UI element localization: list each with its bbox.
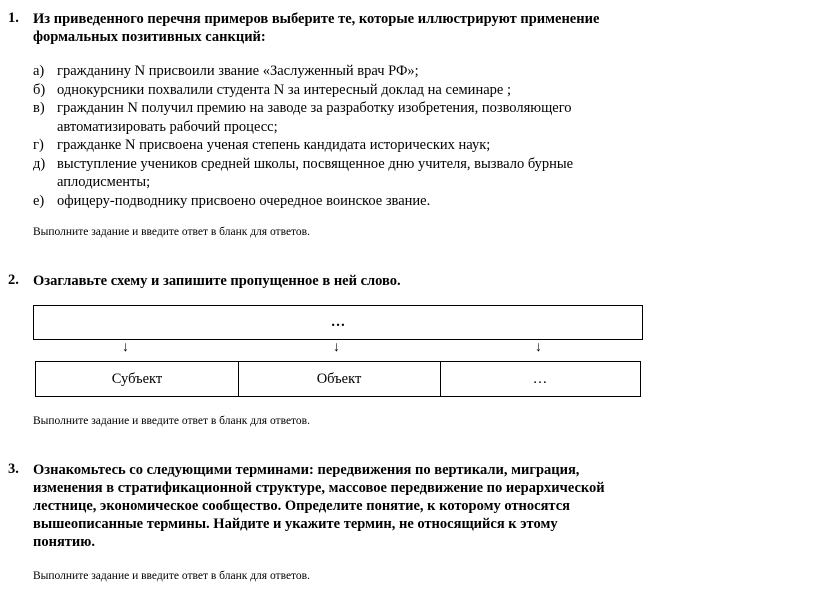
q1-note: Выполните задание и введите ответ в бланк для ответов.	[33, 226, 310, 238]
q1-option-e: е) офицеру-подводнику присвоено очередное воинское звание.	[33, 192, 431, 209]
q2-number: 2.	[8, 272, 19, 288]
diagram-cell-missing: …	[532, 370, 548, 387]
q1-option-g: г) гражданке N присвоена ученая степень кандидата исторических наук;	[33, 137, 491, 153]
diagram-cell-object: Объект	[238, 362, 441, 396]
diagram-cell-subject: Субъект	[36, 362, 239, 396]
q1-text-line1: Из приведенного перечня примеров выберите те, которые иллюстрируют применение	[33, 11, 600, 27]
q3-text-line5: понятию.	[33, 534, 95, 550]
q3-number: 3.	[8, 461, 19, 477]
q1-number: 1.	[8, 10, 19, 26]
q3-note: Выполните задание и введите ответ в бланк для ответов.	[33, 570, 310, 582]
q3-text-line4: вышеописанные термины. Найдите и укажите термин, не относящийся к этому	[33, 516, 558, 532]
q3-text-line1: Ознакомьтесь со следующими терминами: передвижения по вертикали, миграция,	[33, 462, 580, 478]
q1-options	[33, 62, 573, 210]
diagram-bottom-row	[35, 361, 641, 397]
q3-text-line2: изменения в стратификационной структуре, массовое передвижение по иерархической	[33, 480, 605, 496]
diagram-arrow-3: ↓	[535, 340, 542, 355]
q1-text	[33, 10, 599, 46]
diagram-top-box	[33, 305, 643, 340]
q2-note: Выполните задание и введите ответ в бланк для ответов.	[33, 415, 310, 427]
q3-text-line3: лестнице, экономическое сообщество. Определите понятие, к которому относятся	[33, 498, 570, 514]
q1-option-v: в) гражданин N получил премию на заводе за разработку изобретения, позволяющего автоматизировать рабочий процесс;	[33, 100, 572, 135]
diagram-arrow-2: ↓	[333, 340, 340, 355]
q1-option-d: д) выступление учеников средней школы, посвященное дню учителя, вызвало бурные аплодисменты;	[33, 155, 574, 190]
q1-option-a: а) гражданину N присвоили звание «Заслуженный врач РФ»;	[33, 63, 419, 79]
q2-text: Озаглавьте схему и запишите пропущенное в ней слово.	[33, 273, 401, 289]
q3-text	[33, 461, 605, 551]
diagram-arrow-1: ↓	[122, 340, 129, 355]
diagram-top-text: …	[330, 314, 346, 330]
q1-option-b: б) однокурсники похвалили студента N за интересный доклад на семинаре ;	[33, 81, 511, 98]
q1-text-line2: формальных позитивных санкций:	[33, 29, 266, 45]
